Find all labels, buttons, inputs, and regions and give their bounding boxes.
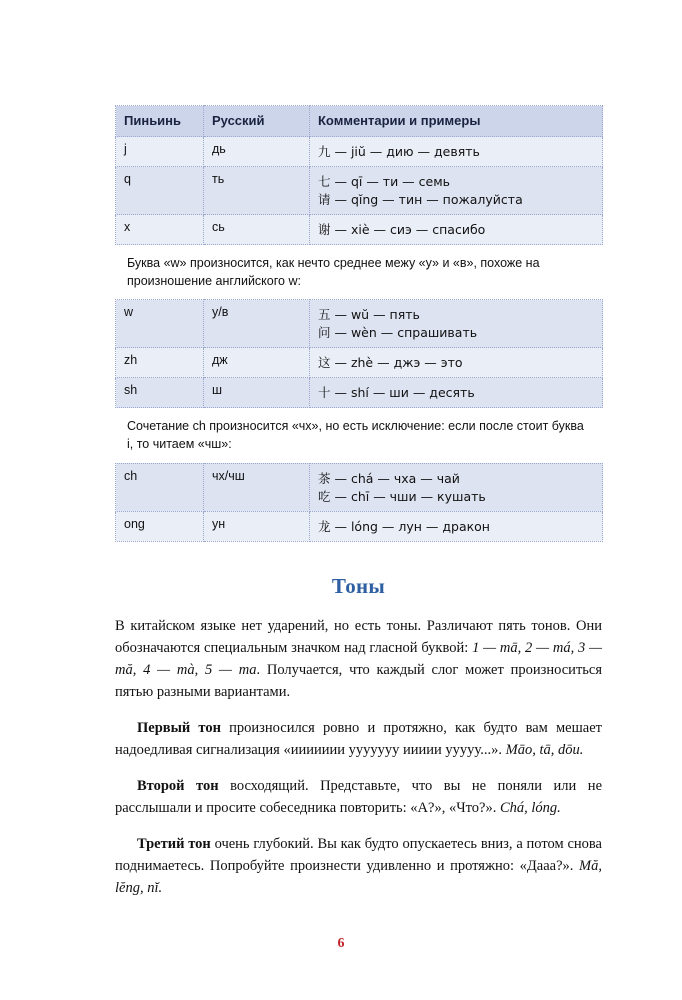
table-row (116, 300, 603, 348)
paragraph-intro (115, 615, 602, 703)
section-title-tones: Тоны (331, 573, 386, 598)
intro-tone-marks: 1 — mā, 2 — má, 3 — mă, 4 — mà, 5 — ma (115, 639, 602, 678)
cell-pinyin: sh (116, 378, 204, 408)
example-line: 谢 — xiè — сиэ — спасибо (318, 222, 486, 237)
cell-pinyin: ch (116, 463, 204, 511)
example-line: 请 — qĭng — тин — пожалуйста (318, 192, 523, 207)
cell-pinyin: w (116, 300, 204, 348)
cell-examples (310, 167, 603, 215)
tone-3-text: очень глубокий. Вы как будто опускаетесь вниз, а потом снова поднимаетесь. Попробуйте произнести удивленно и протяжно: «Дааа?». (115, 835, 602, 874)
table-row (116, 167, 603, 215)
example-line: 七 — qī — ти — семь (318, 174, 451, 189)
table-header-row (116, 106, 603, 137)
cell-examples (310, 215, 603, 245)
page-number: 6 (337, 936, 345, 951)
intro-text-part2: . Получается, что каждый слог может произноситься пятью разными вариантами. (115, 661, 602, 700)
column-header-comments: Комментарии и примеры (310, 106, 603, 137)
cell-examples (310, 378, 603, 408)
cell-pinyin: q (116, 167, 204, 215)
cell-pinyin: j (116, 137, 204, 167)
pinyin-table-3 (115, 463, 603, 542)
pinyin-table-2 (115, 299, 603, 408)
example-line: 十 — shí — ши — десять (318, 385, 475, 401)
cell-russian: чх/чш (204, 463, 310, 511)
example-line: 茶 — chá — чха — чай (318, 470, 460, 486)
example-line: 九 — jiŭ — дию — девять (318, 144, 480, 159)
cell-russian: сь (204, 215, 310, 245)
cell-russian: дж (204, 348, 310, 378)
note-ch-pronunciation: Сочетание ch произносится «чх», но есть исключение: если после стоит буква i, то читаем «чш»: (127, 419, 584, 452)
cell-russian: ун (204, 511, 310, 541)
cell-russian: дь (204, 137, 310, 167)
tone-1-text: произносился ровно и протяжно, как будто вам мешает надоедливая сигнализация «иииииии ууууууу иииии ууууу...». (115, 719, 602, 758)
tone-1-label: Первый тон (137, 719, 221, 736)
cell-russian: ть (204, 167, 310, 215)
example-line: 龙 — lóng — лун — дракон (318, 518, 490, 534)
table-row (116, 348, 603, 378)
cell-examples (310, 511, 603, 541)
cell-examples (310, 348, 603, 378)
cell-examples (310, 137, 603, 167)
note-w-pronunciation: Буква «w» произносится, как нечто среднее межу «у» и «в», похоже на произношение английского w: (127, 256, 540, 289)
cell-russian: у/в (204, 300, 310, 348)
intro-text-part1: В китайском языке нет ударений, но есть тоны. Различают пять тонов. Они обозначаются специальным значком над гласной буквой: (115, 617, 602, 656)
tone-3-examples: Mă, lĕng, nĭ. (115, 857, 602, 896)
cell-russian: ш (204, 378, 310, 408)
table-row (116, 137, 603, 167)
column-header-pinyin: Пиньинь (116, 106, 204, 137)
paragraph-tone-3 (115, 833, 602, 899)
table-row (116, 378, 603, 408)
example-line: 问 — wèn — спрашивать (318, 325, 478, 341)
tone-2-text: восходящий. Представьте, что вы не поняли или не расслышали и просите собеседника повторить: «А?», «Что?». (115, 777, 603, 816)
example-line: 吃 — chī — чши — кушать (318, 488, 486, 504)
tone-2-label: Второй тон (137, 777, 219, 794)
column-header-russian: Русский (204, 106, 310, 137)
table-row (116, 463, 603, 511)
paragraph-tone-2 (115, 775, 602, 819)
cell-examples (310, 463, 603, 511)
table-row (116, 215, 603, 245)
page-content (115, 105, 602, 913)
table-row (116, 511, 603, 541)
cell-pinyin: zh (116, 348, 204, 378)
cell-examples (310, 300, 603, 348)
example-line: 这 — zhè — джэ — это (318, 355, 463, 371)
tone-1-examples: Māo, tā, dōu. (505, 741, 584, 758)
example-line: 五 — wŭ — пять (318, 307, 420, 323)
cell-pinyin: ong (116, 511, 204, 541)
tone-3-label: Третий тон (137, 835, 211, 852)
tone-2-examples: Chá, lóng. (499, 799, 561, 816)
cell-pinyin: x (116, 215, 204, 245)
paragraph-tone-1 (115, 717, 602, 761)
pinyin-table-1 (115, 105, 603, 245)
